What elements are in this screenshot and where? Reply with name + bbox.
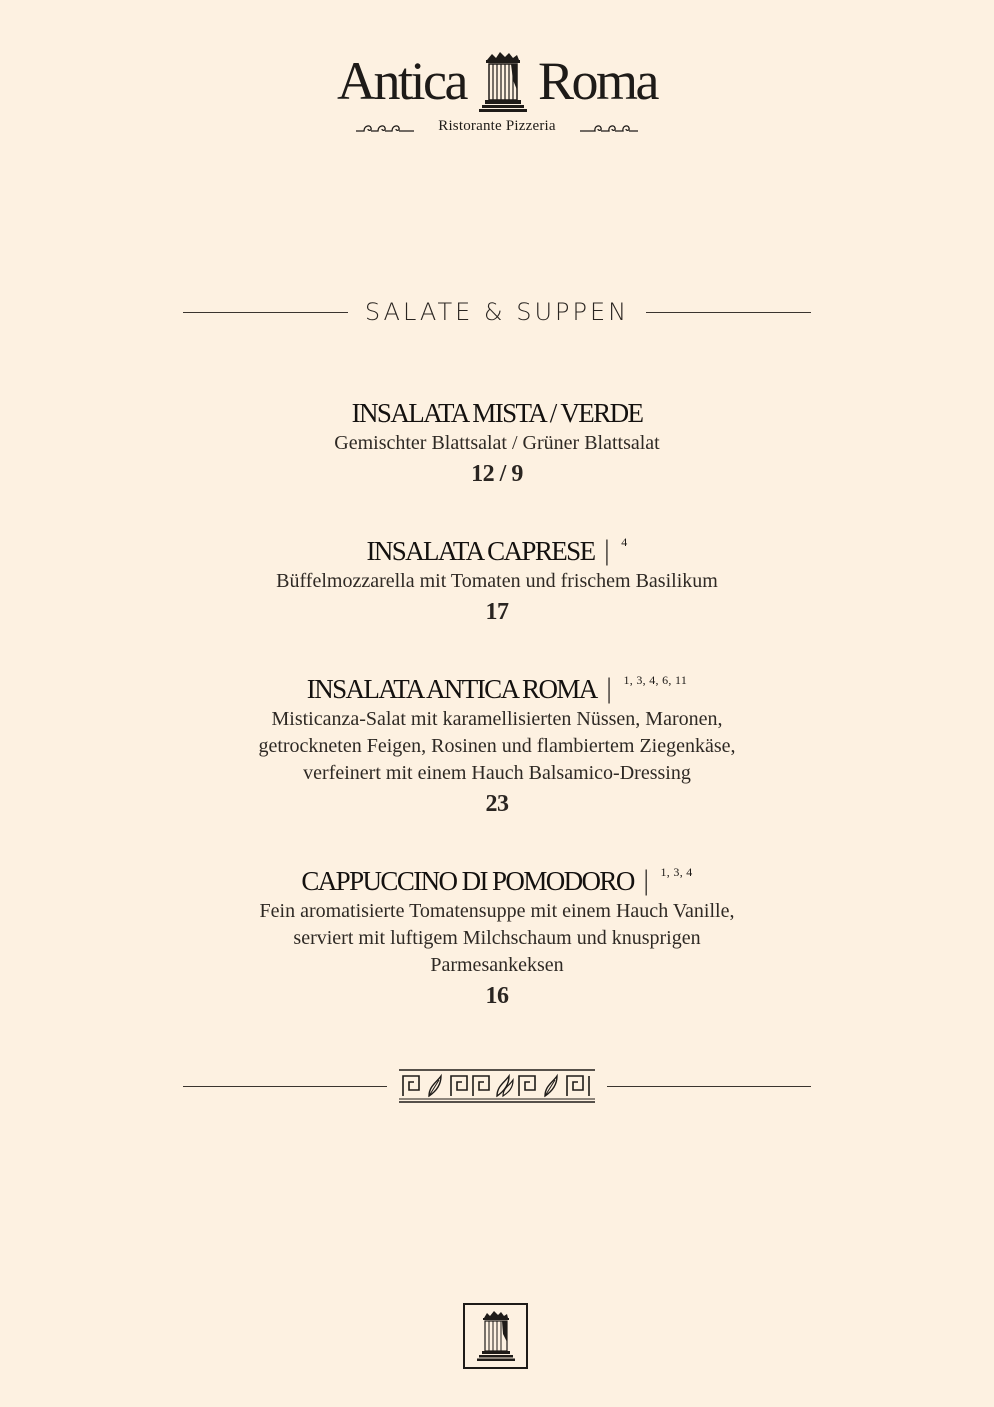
menu-item-title-line <box>0 534 994 568</box>
section-header <box>183 298 811 326</box>
divider-rule-right <box>607 1086 811 1087</box>
footer-emblem <box>463 1303 528 1369</box>
menu-item <box>0 672 994 818</box>
menu-item-title: INSALATA MISTA / VERDE <box>351 398 643 428</box>
brand-subtitle: Ristorante Pizzeria <box>438 118 556 134</box>
menu-item-title-line <box>0 672 994 706</box>
menu-item-title: CAPPUCCINO DI POMODORO <box>301 866 634 896</box>
menu-item-price: 17 <box>485 599 509 625</box>
brand-logo <box>0 50 994 111</box>
menu-item <box>0 864 994 1010</box>
menu-item-description: Gemischter Blattsalat / Grüner Blattsalat <box>334 432 660 454</box>
menu-item-description: Fein aromatisierte Tomatensuppe mit einem Hauch Vanille, serviert mit luftigem Milchschaum und knusprigen Parmesankeksen <box>259 900 735 976</box>
greek-wave-icon <box>354 120 416 134</box>
section-rule-right <box>646 312 811 313</box>
menu-item-price: 23 <box>485 791 509 817</box>
allergen-separator: | <box>602 536 612 566</box>
menu-item-price: 12 / 9 <box>471 461 523 487</box>
menu-item-title-line <box>0 396 994 430</box>
menu-item-description: Misticanza-Salat mit karamellisierten Nüssen, Maronen, getrockneten Feigen, Rosinen und flambiertem Ziegenkäse, verfeinert mit einem Hauch Balsamico-Dressing <box>258 708 736 784</box>
menu-item <box>0 396 994 488</box>
menu-item-allergens: 4 <box>621 535 628 549</box>
brand-name-right: Roma <box>537 51 657 111</box>
allergen-separator: | <box>604 674 614 704</box>
section-title: SALATE & SUPPEN <box>364 298 630 326</box>
menu-item-allergens: 1, 3, 4, 6, 11 <box>623 673 688 687</box>
menu-list <box>0 396 994 1056</box>
menu-item-price: 16 <box>485 983 509 1009</box>
brand-subtitle-row <box>0 118 994 135</box>
section-rule-left <box>183 312 348 313</box>
divider-rule-left <box>183 1086 387 1087</box>
menu-item <box>0 534 994 626</box>
menu-item-title: INSALATA ANTICA ROMA <box>306 674 597 704</box>
menu-item-title: INSALATA CAPRESE <box>366 536 595 566</box>
greek-wave-icon <box>578 120 640 134</box>
brand-name-left: Antica <box>337 51 466 111</box>
allergen-separator: | <box>641 866 651 896</box>
menu-item-description: Büffelmozzarella mit Tomaten und frischem Basilikum <box>276 570 718 592</box>
menu-item-allergens: 1, 3, 4 <box>660 865 693 879</box>
ornament-divider <box>183 1068 811 1104</box>
column-emblem-icon <box>476 1310 516 1362</box>
greek-meander-ornament-icon <box>399 1068 595 1104</box>
menu-item-title-line <box>0 864 994 898</box>
ruined-column-icon <box>478 50 528 112</box>
